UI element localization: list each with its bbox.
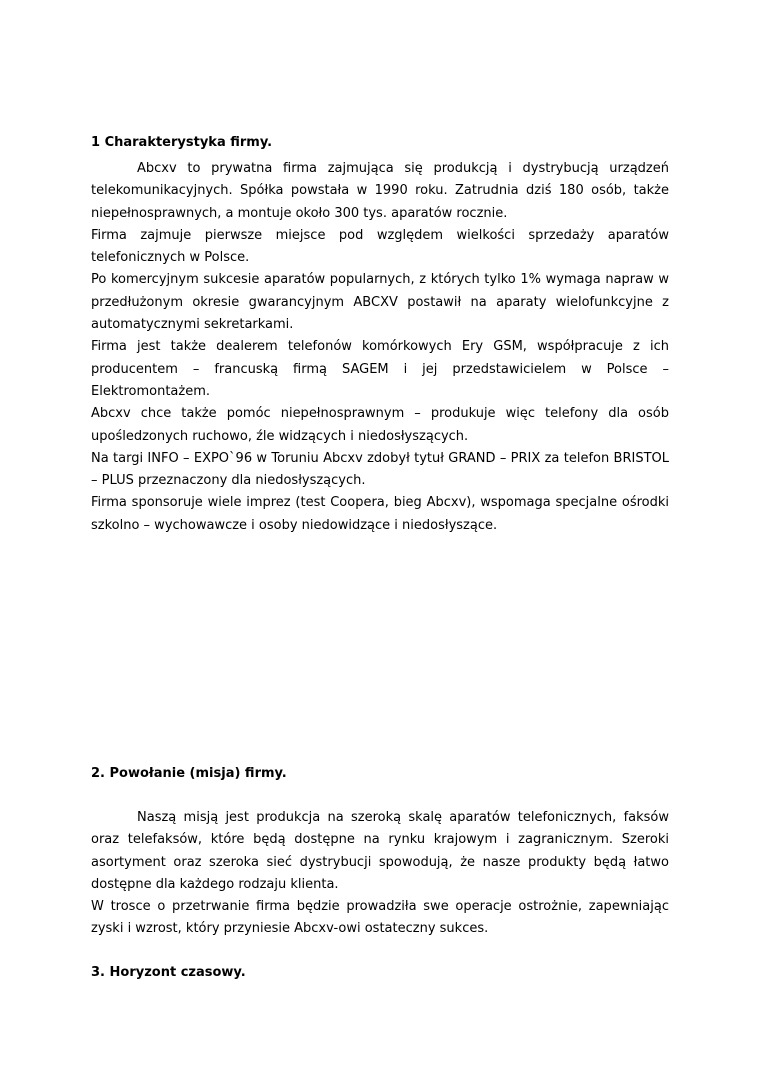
paragraph: Po komercyjnym sukcesie aparatów popularnych, z których tylko 1% wymaga napraw w przedłużonym okresie gwarancyjnym ABCXV postawił na aparaty wielofunkcyjne z automatycznymi sekretarkami. xyxy=(91,272,669,333)
section-2-body xyxy=(91,807,669,941)
section-1-heading: 1 Charakterystyka firmy. xyxy=(91,135,273,150)
section-3-heading: 3. Horyzont czasowy. xyxy=(91,965,246,980)
section-1-body xyxy=(91,158,669,537)
paragraph: W trosce o przetrwanie firma będzie prowadziła swe operacje ostrożnie, zapewniając zyski i wzrost, który przyniesie Abcxv-owi ostateczny sukces. xyxy=(91,899,669,937)
paragraph: Na targi INFO – EXPO`96 w Toruniu Abcxv zdobył tytuł GRAND – PRIX za telefon BRISTOL – PLUS przeznaczony dla niedosłyszących. xyxy=(91,450,669,489)
section-2-heading: 2. Powołanie (misja) firmy. xyxy=(91,766,287,781)
paragraph: Abcxv chce także pomóc niepełnosprawnym – produkuje więc telefony dla osób upośledzonych ruchowo, źle widzących i niedosłyszących. xyxy=(91,406,669,444)
paragraph: Firma sponsoruje wiele imprez (test Coopera, bieg Abcxv), wspomaga specjalne ośrodki szkolno – wychowawcze i osoby niedowidzące i niedosłyszące. xyxy=(91,495,669,533)
paragraph: Firma jest także dealerem telefonów komórkowych Ery GSM, współpracuje z ich producentem – francuską firmą SAGEM i jej przedstawicielem w Polsce – Elektromontażem. xyxy=(91,339,669,399)
paragraph: Abcxv to prywatna firma zajmująca się produkcją i dystrybucją urządzeń telekomunikacyjnych. Spółka powstała w 1990 roku. Zatrudnia dziś 180 osób, także niepełnosprawnych, a montuje około 300 tys. aparatów rocznie. xyxy=(91,161,669,221)
paragraph: Firma zajmuje pierwsze miejsce pod względem wielkości sprzedaży aparatów telefonicznych w Polsce. xyxy=(91,227,669,266)
paragraph: Naszą misją jest produkcja na szeroką skalę aparatów telefonicznych, faksów oraz telefaksów, które będą dostępne na rynku krajowym i zagranicznym. Szeroki asortyment oraz szeroka sieć dystrybucji spowodują, że nasze produkty będą łatwo dostępne dla każdego rodzaju klienta. xyxy=(91,810,669,892)
